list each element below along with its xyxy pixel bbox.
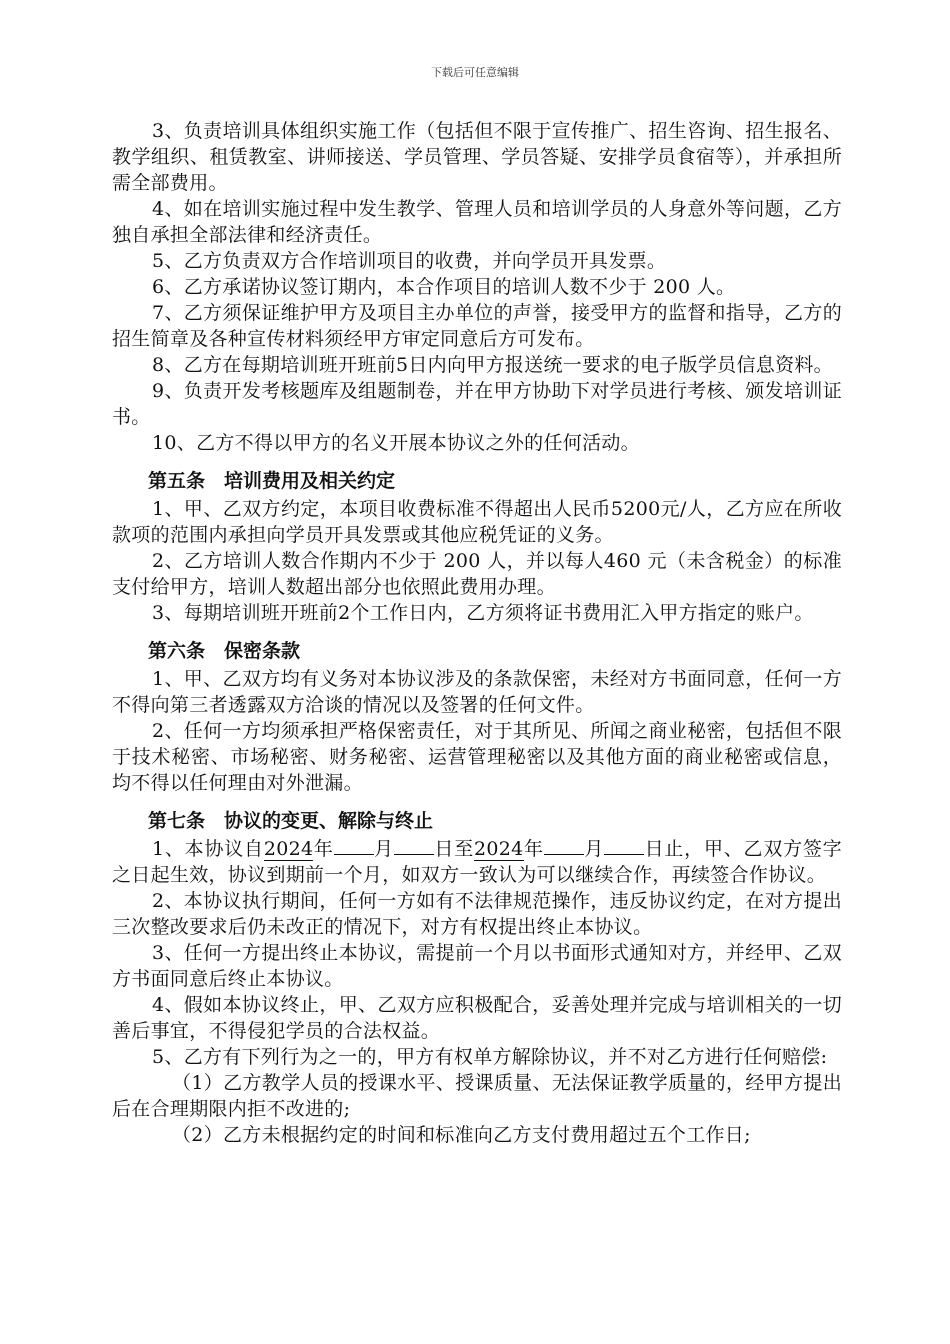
clause-7-1-text-e: 年: [523, 838, 544, 860]
end-month-blank: [544, 854, 584, 855]
start-month-blank: [334, 854, 374, 855]
clause-6-1: 1、甲、乙双方均有义务对本协议涉及的条款保密，未经对方书面同意，任何一方不得向第三者透露双方洽谈的情况以及签署的任何文件。: [112, 668, 842, 716]
clause-4-10: 10、乙方不得以甲方的名义开展本协议之外的任何活动。: [152, 432, 640, 454]
document-body: [112, 118, 842, 1148]
clause-4-4: 4、如在培训实施过程中发生教学、管理人员和培训学员的人身意外等问题，乙方独自承担全部法律和经济责任。: [112, 198, 842, 246]
end-year: 2024: [474, 838, 524, 860]
start-day-blank: [394, 854, 434, 855]
clause-6-2: 2、任何一方均须承担严格保密责任，对于其所见、所闻之商业秘密，包括但不限于技术秘密、市场秘密、财务秘密、运营管理秘密以及其他方面的商业秘密或信息，均不得以任何理由对外泄漏。: [112, 720, 842, 794]
clause-7-1: [112, 836, 842, 888]
clause-4-9: 9、负责开发考核题库及组题制卷，并在甲方协助下对学员进行考核、颁发培训证书。: [112, 380, 842, 428]
start-year: 2024: [263, 838, 314, 860]
clause-7-5: 5、乙方有下列行为之一的，甲方有权单方解除协议，并不对乙方进行任何赔偿:: [152, 1046, 828, 1068]
section-5-title: 第五条 培训费用及相关约定: [148, 470, 396, 492]
section-6-title: 第六条 保密条款: [148, 640, 301, 662]
clause-7-1-text-f: 月: [583, 838, 605, 860]
clause-4-8: 8、乙方在每期培训班开班前5日内向甲方报送统一要求的电子版学员信息资料。: [152, 354, 833, 376]
clause-7-1-text-g: 日止，甲、乙双方签字之日起生效，协议到期前一个月，如双方一致认为可以继续合作，再续签合作协议。: [112, 838, 842, 886]
clause-7-3: 3、任何一方提出终止本协议，需提前一个月以书面形式通知对方，并经甲、乙双方书面同意后终止本协议。: [112, 942, 842, 990]
clause-4-6: 6、乙方承诺协议签订期内，本合作项目的培训人数不少于 200 人。: [152, 276, 736, 298]
page-header: 下载后可任意编辑: [431, 66, 519, 79]
clause-7-2: 2、本协议执行期间，任何一方如有不法律规范操作，违反协议约定，在对方提出三次整改要求后仍未改正的情况下，对方有权提出终止本协议。: [112, 890, 842, 938]
clause-5-3: 3、每期培训班开班前2个工作日内，乙方须将证书费用汇入甲方指定的账户。: [152, 602, 814, 624]
clause-7-1-text-a: 1、本协议自: [152, 838, 264, 860]
clause-7-4: 4、假如本协议终止，甲、乙双方应积极配合，妥善处理并完成与培训相关的一切善后事宜，不得侵犯学员的合法权益。: [112, 994, 842, 1042]
section-7-title: 第七条 协议的变更、解除与终止: [148, 810, 434, 832]
clause-7-5-2: （2）乙方未根据约定的时间和标准向乙方支付费用超过五个工作日;: [172, 1124, 751, 1146]
clause-7-1-text-c: 月: [373, 838, 394, 860]
clause-4-5: 5、乙方负责双方合作培训项目的收费，并向学员开具发票。: [152, 250, 667, 272]
clause-4-3: 3、负责培训具体组织实施工作（包括但不限于宣传推广、招生咨询、招生报名、教学组织、租赁教室、讲师接送、学员管理、学员答疑、安排学员食宿等），并承担所需全部费用。: [112, 120, 842, 194]
end-day-blank: [604, 854, 644, 855]
clause-7-1-text-b: 年: [313, 838, 334, 860]
clause-5-2: 2、乙方培训人数合作期内不少于 200 人，并以每人460 元（未含税金）的标准支付给甲方，培训人数超出部分也依照此费用办理。: [112, 550, 842, 598]
clause-4-7: 7、乙方须保证维护甲方及项目主办单位的声誉，接受甲方的监督和指导，乙方的招生简章及各种宣传材料须经甲方审定同意后方可发布。: [112, 302, 842, 350]
clause-5-1: 1、甲、乙双方约定，本项目收费标准不得超出人民币5200元/人，乙方应在所收款项的范围内承担向学员开具发票或其他应税凭证的义务。: [112, 498, 842, 546]
clause-7-1-text-d: 日至: [433, 838, 474, 860]
clause-7-5-1: （1）乙方教学人员的授课水平、授课质量、无法保证教学质量的，经甲方提出后在合理期限内拒不改进的;: [112, 1072, 842, 1120]
